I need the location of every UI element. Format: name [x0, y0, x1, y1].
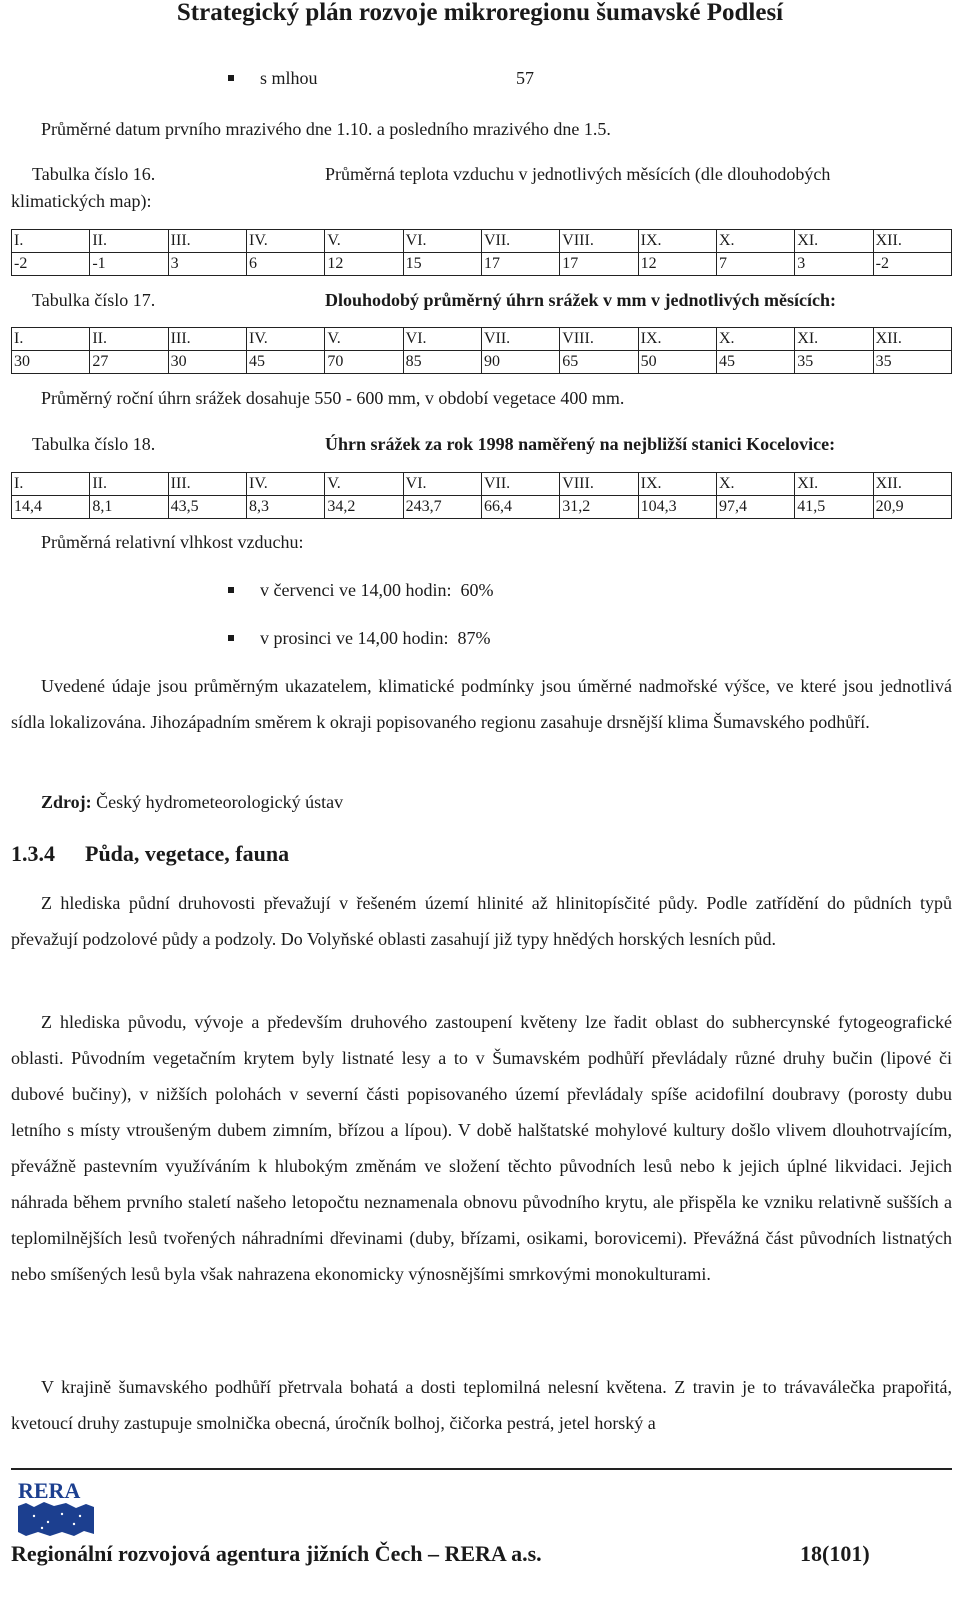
- table-cell: 7: [716, 253, 794, 276]
- table-cell: 35: [873, 351, 951, 374]
- month-header: IX.: [638, 328, 716, 351]
- paragraph-climate: Uvedené údaje jsou průměrným ukazatelem, klimatické podmínky jsou úměrné nadmořské výšce, ve které jsou jednotlivá sídla lokalizována. Jihozápadním směrem k okraji popisovaného regionu zasahuje drsnější klima Šumavského podhůří.: [11, 676, 952, 732]
- month-header: II.: [90, 230, 168, 253]
- table17-label: Tabulka číslo 17.: [32, 290, 156, 310]
- month-header: IX.: [638, 230, 716, 253]
- bullet-icon: [228, 75, 234, 81]
- month-header: XI.: [795, 328, 873, 351]
- table-cell: 3: [168, 253, 246, 276]
- table-cell: -2: [12, 253, 90, 276]
- table-cell: 30: [12, 351, 90, 374]
- table-cell: 8,1: [90, 496, 168, 519]
- table-cell: 85: [403, 351, 481, 374]
- table-cell: 65: [560, 351, 638, 374]
- month-header: III.: [168, 473, 246, 496]
- table-cell: 15: [403, 253, 481, 276]
- humidity-item: [228, 579, 493, 601]
- table16: [11, 229, 952, 276]
- table18-title: Úhrn srážek za rok 1998 naměřený na nejbližší stanici Kocelovice:: [325, 434, 836, 454]
- frost-text: Průměrné datum prvního mrazivého dne 1.10. a posledního mrazivého dne 1.5.: [41, 119, 611, 139]
- month-header: X.: [716, 473, 794, 496]
- footer-divider: [11, 1468, 952, 1470]
- table-cell: 6: [246, 253, 324, 276]
- month-header: VI.: [403, 328, 481, 351]
- month-header: VI.: [403, 473, 481, 496]
- month-header: VII.: [481, 473, 559, 496]
- table-cell: 34,2: [325, 496, 403, 519]
- humidity-intro: Průměrná relativní vlhkost vzduchu:: [41, 532, 304, 552]
- table-cell: 17: [560, 253, 638, 276]
- month-header: III.: [168, 230, 246, 253]
- paragraph-flora: V krajině šumavského podhůří přetrvala bohatá a dosti teplomilná nelesní květena. Z travin je to trávaválečka prapořitá, kvetoucí druhy zastupuje smolnička obecná, úročník bolhoj, čičorka pestrá, jetel horský a: [11, 1377, 952, 1433]
- month-header: XII.: [873, 230, 951, 253]
- month-header: IV.: [246, 230, 324, 253]
- table17-title: Dlouhodobý průměrný úhrn srážek v mm v jednotlivých měsících:: [325, 290, 837, 310]
- table-cell: 70: [325, 351, 403, 374]
- month-header: IX.: [638, 473, 716, 496]
- table-cell: 104,3: [638, 496, 716, 519]
- table18: [11, 472, 952, 519]
- table-cell: 90: [481, 351, 559, 374]
- table-cell: 17: [481, 253, 559, 276]
- table-cell: 14,4: [12, 496, 90, 519]
- month-header: IV.: [246, 473, 324, 496]
- table16-value-row: [12, 253, 952, 276]
- month-header: X.: [716, 328, 794, 351]
- table18-value-row: [12, 496, 952, 519]
- page-header-title: Strategický plán rozvoje mikroregionu šumavské Podlesí: [176, 0, 784, 26]
- table17-value-row: [12, 351, 952, 374]
- table-cell: 30: [168, 351, 246, 374]
- source-text: Český hydrometeorologický ústav: [96, 792, 344, 812]
- table-cell: 43,5: [168, 496, 246, 519]
- table-cell: -1: [90, 253, 168, 276]
- table-cell: -2: [873, 253, 951, 276]
- table16-label: Tabulka číslo 16.: [32, 164, 156, 184]
- table-cell: 97,4: [716, 496, 794, 519]
- source-label: Zdroj:: [41, 792, 92, 812]
- paragraph-soil: Z hlediska půdní druhovosti převažují v řešeném území hlinité až hlinitopísčité půdy. Podle zatřídění do půdních typů převažují podzolové půdy a podzoly. Do Volyňské oblasti zasahují již typy hnědých horských lesních půd.: [11, 893, 952, 949]
- month-header: IV.: [246, 328, 324, 351]
- table-cell: 12: [638, 253, 716, 276]
- table-cell: 27: [90, 351, 168, 374]
- month-header: I.: [12, 230, 90, 253]
- section-heading: [11, 840, 289, 868]
- table18-label: Tabulka číslo 18.: [32, 434, 156, 454]
- month-header: XI.: [795, 473, 873, 496]
- month-header: VI.: [403, 230, 481, 253]
- table16-title-cont: klimatických map):: [11, 191, 152, 211]
- table16-header-row: [12, 230, 952, 253]
- month-header: X.: [716, 230, 794, 253]
- bullet-icon: [228, 587, 234, 593]
- month-header: VIII.: [560, 328, 638, 351]
- month-header: XI.: [795, 230, 873, 253]
- page-number: 18(101): [800, 1541, 870, 1566]
- table-cell: 41,5: [795, 496, 873, 519]
- month-header: XII.: [873, 328, 951, 351]
- table-cell: 45: [246, 351, 324, 374]
- month-header: V.: [325, 328, 403, 351]
- rera-logo: [14, 1476, 100, 1538]
- month-header: II.: [90, 473, 168, 496]
- paragraph-vegetation: Z hlediska původu, vývoje a především druhového zastoupení květeny lze řadit oblast do subhercynské fytogeografické oblasti. Původním vegetačním krytem byly listnaté lesy a to v Šumavském podhůří převládaly různé druhy bučin (lipové či dubové bučiny), v nižších polohách v severní části popisovaného území převládaly spíše acidofilní doubravy (porosty dubu letního s místy vtroušeným dubem zimním, břízou a lípou). V době halštatské mohylové kultury došlo vlivem dlouhotrvajícím, převážně pastevním využíváním k hlubokým změnám ve složení těchto původních lesů nebo k jejich úplné likvidaci. Jejich náhrada během prvního staletí našeho letopočtu neznamenala obnovu původního krytu, ale přispěla ke vzniku relativně sušších a teplomilnějších lesů tvořených náhradními dřevinami (duby, břízami, osikami, borovicemi). Převážná část původních listnatých nebo smíšených lesů byla však nahrazena ekonomicky výnosnějšími smrkovými monokulturami.: [11, 1012, 952, 1284]
- month-header: VII.: [481, 328, 559, 351]
- month-header: VII.: [481, 230, 559, 253]
- table-cell: 3: [795, 253, 873, 276]
- fog-label: s mlhou: [260, 68, 318, 88]
- month-header: VIII.: [560, 473, 638, 496]
- month-header: XII.: [873, 473, 951, 496]
- footer-agency: Regionální rozvojová agentura jižních Čech – RERA a.s.: [11, 1541, 542, 1566]
- fog-bullet: [228, 67, 534, 89]
- humidity-item-text: v prosinci ve 14,00 hodin: 87%: [260, 628, 491, 648]
- month-header: V.: [325, 473, 403, 496]
- table-cell: 31,2: [560, 496, 638, 519]
- fog-value: 57: [516, 68, 534, 88]
- logo-text: RERA: [18, 1478, 81, 1503]
- section-number: 1.3.4: [11, 841, 55, 866]
- humidity-item-text: v červenci ve 14,00 hodin: 60%: [260, 580, 494, 600]
- table-cell: 50: [638, 351, 716, 374]
- table17: [11, 327, 952, 374]
- table-cell: 45: [716, 351, 794, 374]
- annual-rainfall-text: Průměrný roční úhrn srážek dosahuje 550 - 600 mm, v období vegetace 400 mm.: [41, 388, 625, 408]
- month-header: I.: [12, 473, 90, 496]
- month-header: III.: [168, 328, 246, 351]
- month-header: I.: [12, 328, 90, 351]
- table-cell: 66,4: [481, 496, 559, 519]
- table-cell: 243,7: [403, 496, 481, 519]
- table-cell: 12: [325, 253, 403, 276]
- source-line: [41, 791, 343, 813]
- table-cell: 20,9: [873, 496, 951, 519]
- table-cell: 8,3: [246, 496, 324, 519]
- table16-title: Průměrná teplota vzduchu v jednotlivých měsících (dle dlouhodobých: [325, 164, 831, 184]
- month-header: II.: [90, 328, 168, 351]
- table18-header-row: [12, 473, 952, 496]
- humidity-item: [228, 627, 490, 649]
- table-cell: 35: [795, 351, 873, 374]
- month-header: VIII.: [560, 230, 638, 253]
- table17-header-row: [12, 328, 952, 351]
- bullet-icon: [228, 635, 234, 641]
- month-header: V.: [325, 230, 403, 253]
- section-title: Půda, vegetace, fauna: [85, 841, 290, 866]
